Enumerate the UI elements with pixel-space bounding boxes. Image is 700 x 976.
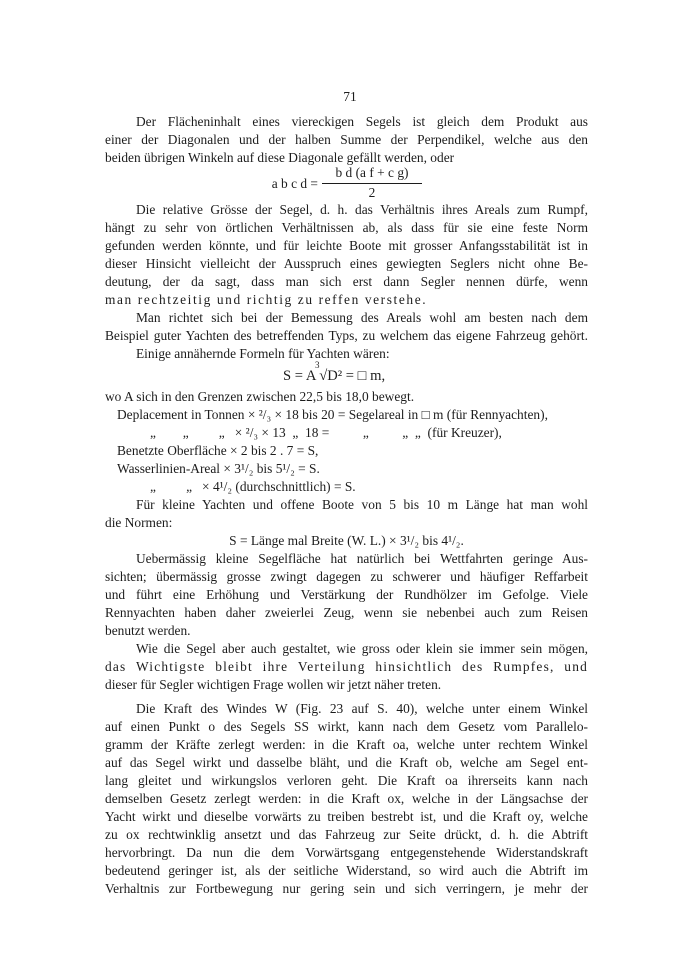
paragraph-2-line-1: Die relative Grösse der Segel, d. h. das Verhältnis ihres Areals zum Rumpf, (136, 202, 588, 217)
paragraph-5-line-2: die Normen: (105, 515, 173, 530)
paragraph-2-line-2: hängt zu sehr von örtlichen Verhältnissen ab, als dass für sie eine feste Norm (105, 220, 588, 235)
paragraph-8-line-11: Verhaltnis zur Fortbewegung nur gering sein und sich verringern, je mehr der (105, 881, 588, 896)
paragraph-8-line-8: zu ox rechtwinklig ansetzt und das Fahrzeug zur Seite drückt, d. h. die Abtrift (105, 827, 588, 842)
paragraph-2-line-5: deutung, der da sagt, dass man sich erst dann Segler nennen dürfe, wenn (105, 274, 588, 289)
formula-1-numerator: b d (a f + c g) (335, 165, 409, 180)
paragraph-6-line-4: Rennyachten haben daher zweierlei Zeug, wenn sie nebenbei auch zum Reisen (105, 605, 588, 620)
paragraph-3-line-1: Man richtet sich bei der Bemessung des Areals wohl am besten nach dem (136, 310, 588, 325)
paragraph-8-line-5: lang gleitet und wirkungslos verloren geht. Die Kraft oa ihrerseits kann nach (105, 773, 588, 788)
formula-line-1: wo A sich in den Grenzen zwischen 22,5 bis 18,0 bewegt. (105, 389, 415, 404)
formula-2: S = A √D² = □ m, (283, 368, 386, 384)
paragraph-8-line-1: Die Kraft des Windes W (Fig. 23 auf S. 40), welche unter einem Winkel (136, 701, 588, 716)
paragraph-8-line-4: auf das Segel wirkt und dasselbe bläht, und die Kraft ob, welche am Segel ent- (105, 755, 588, 770)
formula-line-3: „ „ „ × ²/₃ × 13 „ 18 = „ „ „ (für Kreuzer), (150, 425, 502, 440)
paragraph-6-line-2: sichten; übermässig grosse zwingt dagegen zu schwerer und häufiger Reffarbeit (105, 569, 588, 584)
paragraph-6-line-3: und führt eine Erhöhung und Verstärkung der Rundhölzer im Gefolge. Viele (105, 587, 588, 602)
paragraph-6-line-1: Uebermässig kleine Segelfläche hat natürlich bei Wettfahrten geringe Aus- (136, 551, 588, 566)
paragraph-8-line-2: auf einen Punkt o des Segels SS wirkt, kann nach dem Gesetz vom Parallelo- (105, 719, 588, 734)
paragraph-7-line-3: dieser für Segler wichtigen Frage wollen wir jetzt näher treten. (105, 677, 442, 692)
formula-line-6: „ „ × 4¹/₂ (durchschnittlich) = S. (150, 479, 356, 494)
formula-3: S = Länge mal Breite (W. L.) × 3¹/₂ bis 4¹/₂. (229, 533, 464, 548)
paragraph-7-line-1: Wie die Segel aber auch gestaltet, wie gross oder klein sie immer sein mögen, (136, 641, 588, 656)
page-number: 71 (343, 89, 357, 104)
paragraph-8-line-7: Yacht wirkt und dieselbe vorwärts zu treiben bestrebt ist, und die Kraft oy, welche (105, 809, 588, 824)
paragraph-8-line-10: bedeutend geringer ist, als der seitliche Widerstand, so wird auch die Abtrift im (105, 863, 588, 878)
formula-1-lhs: a b c d = (271, 176, 318, 191)
paragraph-2-line-3: gefunden werden könnte, und für leichte Boote mit grosser Anfangsstabilität ist in (105, 238, 588, 253)
paragraph-1-line-2: einer der Diagonalen und der halben Summe der Perpendikel, welche aus den (105, 132, 588, 147)
paragraph-6-line-5: benutzt werden. (105, 623, 191, 638)
paragraph-5-line-1: Für kleine Yachten und offene Boote von 5 bis 10 m Länge hat man wohl (136, 497, 588, 512)
paragraph-8-line-3: gramm der Kräfte zerlegt werden: in die Kraft oa, welche unter rechtem Winkel (105, 737, 588, 752)
formula-line-2: Deplacement in Tonnen × ²/₃ × 18 bis 20 = Segelareal in □ m (für Rennyachten), (117, 407, 548, 422)
formula-line-4: Benetzte Oberfläche × 2 bis 2 . 7 = S, (117, 443, 319, 458)
root-index: 3 (315, 360, 320, 370)
paragraph-7-line-2: das Wichtigste bleibt ihre Verteilung hinsichtlich des Rumpfes, und (105, 659, 588, 674)
paragraph-2-line-6: man rechtzeitig und richtig zu reffen verstehe. (105, 292, 428, 307)
formula-1-denominator: 2 (368, 185, 376, 200)
paragraph-4: Einige annähernde Formeln für Yachten wären: (136, 346, 390, 361)
paragraph-3-line-2: Beispiel guter Yachten des betreffenden Typs, zu welchem das eigene Fahrzeug gehört. (105, 328, 588, 343)
paragraph-1-line-3: beiden übrigen Winkeln auf diese Diagonale gefällt werden, oder (105, 150, 455, 165)
paragraph-8-line-9: hervorbringt. Da nun die dem Vorwärtsgang entgegenstehende Widerstandskraft (105, 845, 588, 860)
paragraph-8-line-6: demselben Gesetz zerlegt werden: in die Kraft ox, welche in der Längsachse der (105, 791, 588, 806)
fraction-bar (322, 183, 422, 184)
paragraph-1-line-1: Der Flächeninhalt eines viereckigen Segels ist gleich dem Produkt aus (136, 114, 588, 129)
paragraph-2-line-4: dieser Hinsicht vielleicht der Ausspruch eines gewiegten Seglers nicht ohne Be- (105, 256, 588, 271)
formula-line-5: Wasserlinien-Areal × 3¹/₂ bis 5¹/₂ = S. (117, 461, 320, 476)
